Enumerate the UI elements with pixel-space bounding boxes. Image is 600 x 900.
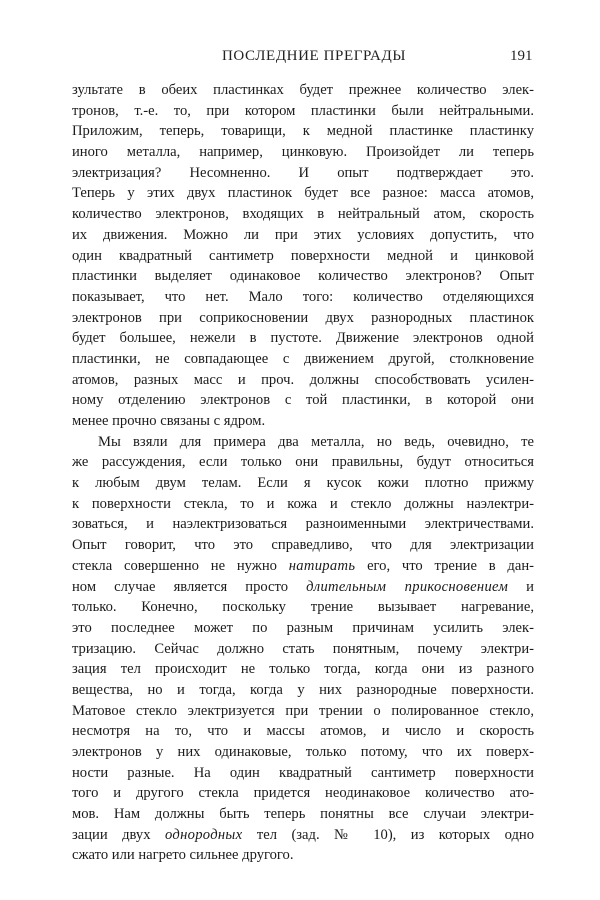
text-line [72, 411, 534, 432]
body-text [72, 80, 534, 866]
text-run: пластинки выделяет одинаковое количество электронов? Опыт [72, 268, 534, 285]
text-run: один квадратный сантиметр поверхности медной и цинковой [72, 247, 534, 264]
text-run: будет большее, нежели в пустоте. Движение электронов одной [72, 330, 534, 347]
text-run: атомов, разных масс и проч. должны способствовать усилен- [72, 371, 534, 388]
text-run: электронов при соприкосновении двух разнородных пластинок [72, 309, 534, 326]
text-line [72, 287, 534, 308]
text-run: вещества, но и тогда, когда у них разнородные поверхности. [72, 681, 534, 698]
text-line [72, 432, 534, 453]
text-line [72, 845, 534, 866]
text-line [72, 494, 534, 515]
text-line [72, 246, 534, 267]
text-run: Матовое стекло электризуется при трении о полированное стекло, [72, 702, 534, 719]
text-run: тел (зад. № 10), из которых одно [242, 826, 534, 843]
text-run: ности разные. На один квадратный сантиметр поверхности [72, 764, 534, 781]
text-line [72, 142, 534, 163]
text-line [72, 763, 534, 784]
text-run: Опыт говорит, что это справедливо, что для электризации [72, 537, 534, 554]
page-number: 191 [510, 48, 533, 64]
text-run: тронов, т.-е. то, при котором пластинки были нейтральными. [72, 102, 534, 119]
text-run: пластинки, не совпадающее с движением другой, столкновение [72, 350, 534, 367]
text-line [72, 680, 534, 701]
text-run: количество электронов, входящих в нейтральный атом, скорость [72, 206, 534, 223]
text-line [72, 825, 534, 846]
text-run: стекла совершенно не нужно [72, 557, 289, 574]
text-line [72, 370, 534, 391]
running-head-title: ПОСЛЕДНИЕ ПРЕГРАДЫ [222, 48, 407, 64]
text-line [72, 225, 534, 246]
text-line [72, 452, 534, 473]
text-run: электризация? Несомненно. И опыт подтверждает это. [72, 164, 534, 181]
text-run: его, что трение в дан- [355, 557, 535, 574]
text-run: это последнее может по разным причинам усилить элек- [72, 619, 534, 636]
text-run: показывает, что нет. Мало того: количество отделяющихся [72, 288, 534, 305]
text-run: иного металла, например, цинковую. Произойдет ли теперь [72, 144, 534, 161]
text-line [72, 783, 534, 804]
text-run: менее прочно связаны с ядром. [72, 413, 266, 429]
text-run: мов. Нам должны быть теперь понятны все случаи электри- [72, 806, 534, 823]
text-line [72, 328, 534, 349]
text-run: тризацию. Сейчас должно стать понятным, почему электри- [72, 640, 534, 657]
text-run: Теперь у этих двух пластинок будет все разное: масса атомов, [72, 185, 534, 202]
text-line [72, 556, 534, 577]
text-line [72, 101, 534, 122]
text-run: же рассуждения, если только они правильны, будут относиться [72, 454, 534, 471]
text-run: ному отделению электронов с той пластинки, в которой они [72, 392, 534, 409]
text-run: Приложим, теперь, товарищи, к медной пластинке пластинку [72, 123, 534, 140]
text-run: только. Конечно, поскольку трение вызывает нагревание, [72, 599, 534, 616]
text-run: ном случае является просто [72, 578, 307, 595]
text-line [72, 390, 534, 411]
text-line [72, 597, 534, 618]
text-line [72, 659, 534, 680]
text-run: электронов у них одинаковые, только потому, что их поверх- [72, 744, 534, 760]
text-line [72, 535, 534, 556]
text-line [72, 701, 534, 722]
text-line [72, 721, 534, 742]
text-line [72, 639, 534, 660]
text-line [72, 121, 534, 142]
text-line [72, 349, 534, 370]
text-line [72, 80, 534, 101]
text-run: несмотря на то, что и массы атомов, и число и скорость [72, 723, 534, 740]
text-line [72, 183, 534, 204]
text-line [72, 742, 534, 763]
text-line [72, 577, 534, 598]
text-run: к любым двум телам. Если я кусок кожи плотно прижму [72, 475, 534, 492]
text-run: сжато или нагрето сильнее другого. [72, 847, 294, 864]
text-line [72, 473, 534, 494]
text-run: зация тел происходит не только тогда, когда они из разного [72, 661, 534, 678]
text-run: и [508, 578, 534, 595]
text-line [72, 163, 534, 184]
text-run: зультате в обеих пластинках будет прежнее количество элек- [72, 82, 534, 98]
text-run: зоваться, и наэлектризоваться разноименными электричествами. [72, 516, 534, 533]
text-run: зации двух [72, 826, 165, 843]
text-line [72, 804, 534, 825]
text-run: того и другого стекла придется неодинаковое количество ато- [72, 785, 534, 802]
text-line [72, 514, 534, 535]
text-line [72, 266, 534, 287]
italic-phrase: натирать [288, 557, 356, 574]
text-line [72, 618, 534, 639]
text-line [72, 308, 534, 329]
italic-phrase: длительным прикосновением [306, 578, 509, 595]
text-run: Мы взяли для примера два металла, но ведь, очевидно, те [98, 433, 534, 450]
text-line [72, 204, 534, 225]
text-run: их движения. Можно ли при этих условиях допустить, что [72, 226, 534, 243]
italic-phrase: однородных [164, 826, 243, 843]
text-run: к поверхности стекла, то и кожа и стекло должны наэлектри- [72, 495, 534, 512]
